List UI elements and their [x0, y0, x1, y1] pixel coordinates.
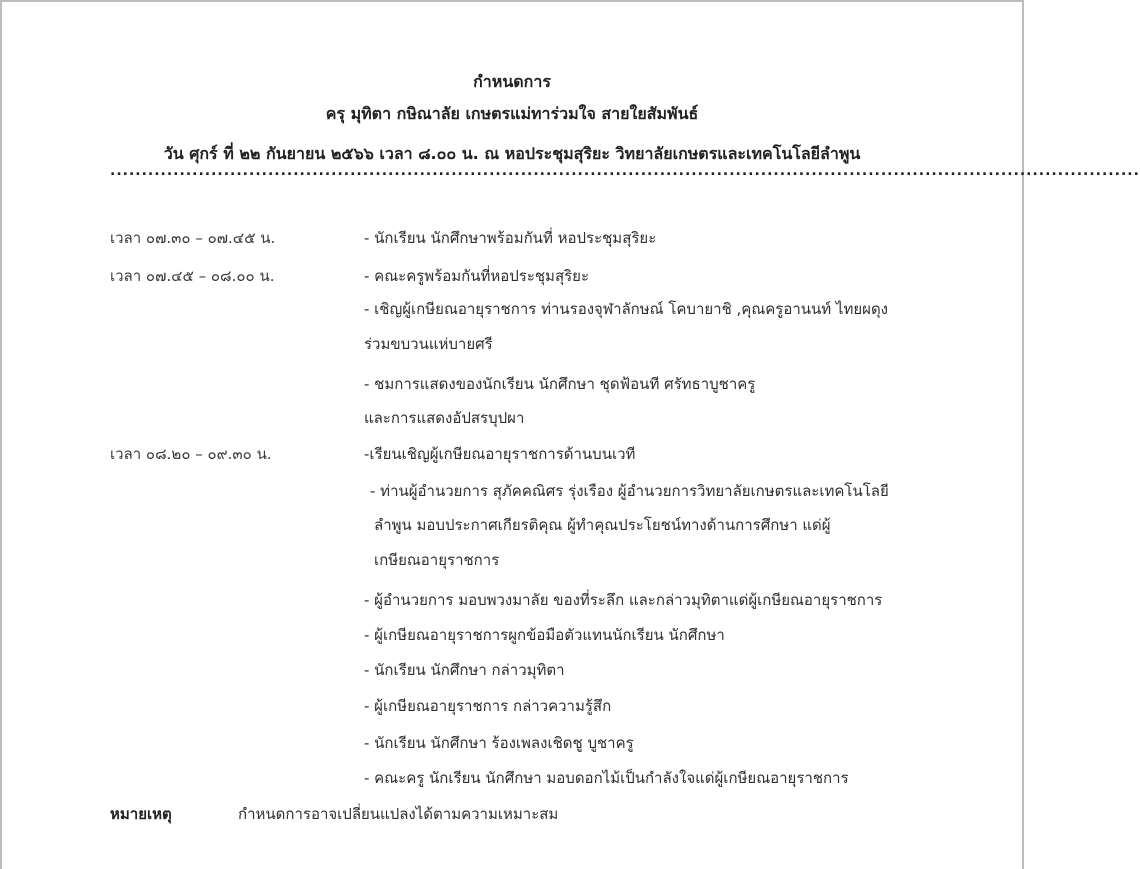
agenda-line: - นักเรียน นักศึกษา ร้องเพลงเชิดชู บูชาครู [364, 734, 634, 752]
agenda-line: - คณะครู นักเรียน นักศึกษา มอบดอกไม้เป็นกำลังใจแด่ผู้เกษียณอายุราชการ [364, 769, 849, 787]
agenda-line: - นักเรียน นักศึกษาพร้อมกันที่ หอประชุมสุริยะ [364, 229, 657, 247]
dotted-separator: ................................................................................................................................................................... [110, 163, 1140, 179]
time-slot-2: เวลา ๐๗.๔๕ – ๐๘.๐๐ น. [110, 267, 275, 285]
document-title: กำหนดการ [473, 72, 551, 91]
agenda-line: - ชมการแสดงของนักเรียน นักศึกษา ชุดฟ้อนที ศรัทธาบูชาครู [364, 375, 756, 393]
event-name: ครุ มุทิตา กษิณาลัย เกษตรแม่ทาร่วมใจ สายใยสัมพันธ์ [325, 104, 699, 123]
agenda-line: ร่วมขบวนแห่บายศรี [364, 335, 493, 353]
agenda-line: - ผู้เกษียณอายุราชการผูกข้อมือตัวแทนนักเรียน นักศึกษา [364, 626, 725, 644]
agenda-line: - เชิญผู้เกษียณอายุราชการ ท่านรองจุฬาลักษณ์ โคบายาชิ ,คุณครูอานนท์ ไทยผดุง [364, 300, 889, 318]
note-label: หมายเหตุ [110, 805, 172, 823]
agenda-line: และการแสดงอัปสรบุปผา [364, 409, 525, 427]
agenda-line: ลำพูน มอบประกาศเกียรติคุณ ผู้ทำคุณประโยชน์ทางด้านการศึกษา แด่ผู้ [374, 516, 831, 534]
note-text: กำหนดการอาจเปลี่ยนแปลงได้ตามความเหมาะสม [238, 805, 559, 823]
agenda-line: - นักเรียน นักศึกษา กล่าวมุทิตา [364, 661, 565, 679]
agenda-line: - ผู้อำนวยการ มอบพวงมาลัย ของที่ระลึก และกล่าวมุทิตาแด่ผู้เกษียณอายุราชการ [364, 591, 883, 609]
time-slot-1: เวลา ๐๗.๓๐ – ๐๗.๔๕ น. [110, 229, 276, 247]
time-slot-3: เวลา ๐๘.๒๐ – ๐๙.๓๐ น. [110, 445, 272, 463]
agenda-line: - คณะครูพร้อมกันที่หอประชุมสุริยะ [364, 267, 589, 285]
event-date-venue: วัน ศุกร์ ที่ ๒๒ กันยายน ๒๕๖๖ เวลา ๘.๐๐ น. ณ หอประชุมสุริยะ วิทยาลัยเกษตรและเทคโนโลยีลำพูน [163, 144, 861, 163]
agenda-line: -เรียนเชิญผู้เกษียณอายุราชการด้านบนเวที [364, 445, 636, 463]
agenda-line: - ผู้เกษียณอายุราชการ กล่าวความรู้สึก [364, 697, 612, 715]
agenda-line: - ท่านผู้อำนวยการ สุภัคคณิศร รุ่งเรือง ผู้อำนวยการวิทยาลัยเกษตรและเทคโนโลยี [370, 482, 889, 500]
agenda-line: เกษียณอายุราชการ [374, 551, 500, 569]
